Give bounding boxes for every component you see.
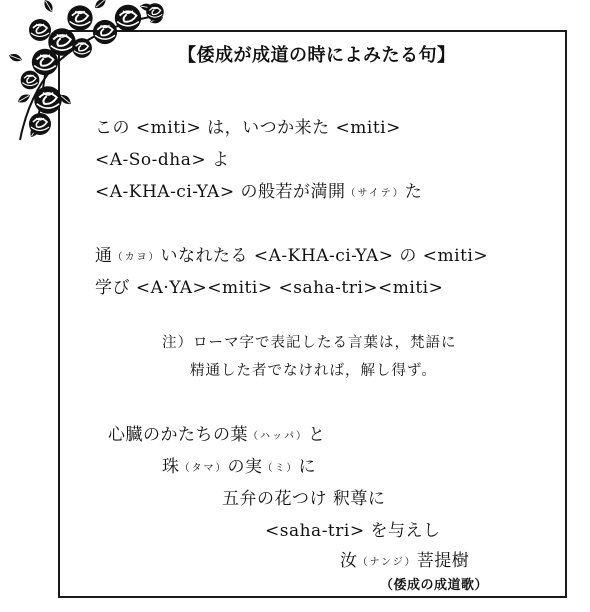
poem-text: と: [308, 425, 326, 445]
ruby-reading: （サイテ）: [345, 188, 405, 199]
verse-line-2: <A-So-dha> よ: [95, 150, 230, 170]
poem-line-4: <saha-tri> を与えし: [265, 521, 441, 541]
ruby-reading: （タマ）: [179, 463, 228, 474]
verse-line-1: この <miti> は，いつか来た <miti>: [95, 118, 401, 138]
ruby-reading: （ミ）: [262, 463, 299, 474]
poem-line-5: [340, 546, 469, 571]
verse-text: <A-KHA-ci-YA> の般若が満開: [95, 182, 346, 202]
poem-credit: （倭成の成道歌）: [380, 578, 489, 593]
verse-line-3: [95, 177, 422, 202]
verse-text: いなれたる <A-KHA-ci-YA> の <miti>: [160, 246, 489, 266]
verse-text: 通: [95, 246, 113, 266]
ruby-reading: （ハッパ）: [248, 431, 308, 442]
poem-text: 汝: [340, 551, 358, 571]
poem-text: 菩提樹: [416, 551, 470, 571]
note-line-2: 精通した者でなければ，解し得ず。: [190, 363, 437, 379]
ruby-reading: （ナンジ）: [357, 557, 417, 568]
note-line-1: 注）ローマ字で表記したる言葉は，梵語に: [162, 335, 457, 351]
poem-line-3: 五弁の花つけ 釈尊に: [222, 489, 386, 509]
page-title: 【倭成が成道の時によみたる句】: [178, 45, 456, 66]
poem-text: に: [298, 457, 316, 477]
ruby-reading: （カヨ）: [112, 252, 161, 263]
poem-line-1: [108, 420, 326, 445]
verse-line-4: [95, 241, 488, 266]
poem-text: 心臓のかたちの葉: [108, 425, 248, 445]
verse-text: た: [404, 182, 423, 202]
verse-line-5: 学び <A·YA><miti> <saha-tri><miti>: [95, 278, 444, 298]
poem-text: の実: [227, 457, 263, 477]
poem-text: 珠: [162, 457, 180, 477]
poem-line-2: [162, 452, 316, 477]
